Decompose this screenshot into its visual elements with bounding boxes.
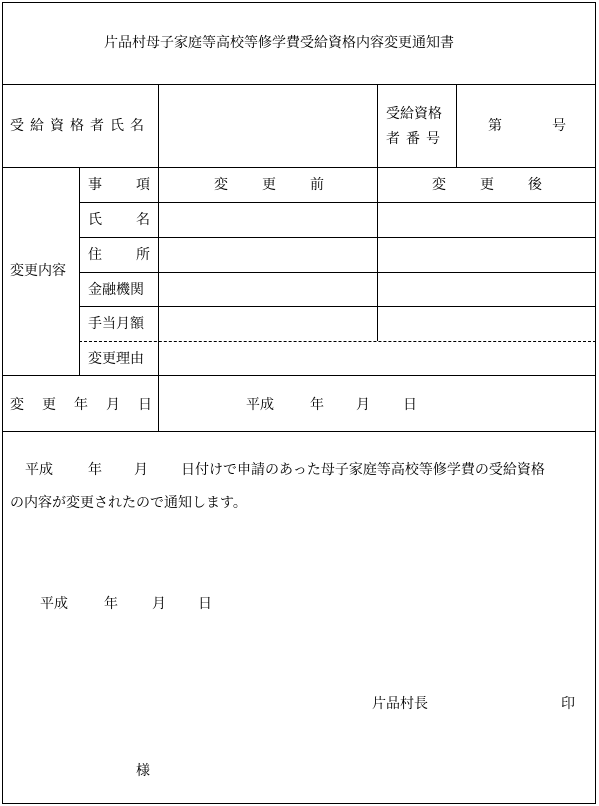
document-title: 片品村母子家庭等高校等修学費受給資格内容変更通知書	[104, 35, 454, 51]
title-divider	[2, 84, 596, 85]
header-col-line-3	[456, 84, 457, 168]
change-date-day: 日	[403, 397, 417, 413]
changes-reason-dashed-line	[79, 341, 596, 342]
changes-row-line-1	[79, 202, 596, 203]
change-date-era: 平成	[246, 397, 274, 413]
col-after-header: 変 更 後	[432, 177, 552, 193]
changes-row-line-3	[79, 272, 596, 273]
change-reason-label: 変更理由	[88, 351, 144, 367]
notice-era: 平成	[25, 462, 53, 478]
notice-line2: の内容が変更されたので通知します。	[10, 495, 247, 511]
notice-date-day: 日	[198, 596, 212, 612]
notice-date-era: 平成	[40, 596, 68, 612]
change-date-month: 月	[356, 397, 370, 413]
date-col-line	[158, 375, 159, 432]
col-item-header: 事 項	[88, 177, 160, 193]
notice-line1-rest: 日付けで申請のあった母子家庭等高校等修学費の受給資格	[181, 462, 545, 478]
frame-bottom	[2, 803, 596, 804]
change-item-bank: 金融機関	[88, 282, 144, 298]
col-before-header: 変 更 前	[214, 177, 334, 193]
frame-right	[595, 2, 596, 804]
change-date-label: 変 更 年 月 日	[10, 397, 154, 413]
changes-section-label: 変更内容	[10, 263, 66, 279]
header-col-line-2	[377, 84, 378, 168]
notice-date-month: 月	[152, 596, 166, 612]
change-item-name: 氏 名	[88, 212, 160, 228]
frame-top	[2, 2, 596, 3]
changes-divider	[2, 375, 596, 376]
change-date-year: 年	[310, 397, 324, 413]
number-suffix: 号	[552, 118, 566, 134]
header-row-divider	[2, 167, 596, 168]
changes-col-line-3	[377, 167, 378, 341]
holder-number-label-line2: 者番号	[386, 131, 446, 147]
date-row-divider	[2, 431, 596, 432]
recipient-suffix: 様	[136, 763, 150, 779]
change-item-address: 住 所	[88, 247, 160, 263]
issuer-title: 片品村長	[372, 696, 428, 712]
frame-left	[2, 2, 3, 804]
changes-row-line-4	[79, 306, 596, 307]
holder-number-label-line1: 受給資格	[386, 106, 442, 122]
seal-mark: 印	[561, 696, 575, 712]
notice-year: 年	[88, 462, 102, 478]
changes-row-line-2	[79, 237, 596, 238]
number-prefix: 第	[488, 118, 502, 134]
change-item-monthly-allowance: 手当月額	[88, 316, 144, 332]
notice-month: 月	[134, 462, 148, 478]
notice-date-year: 年	[104, 596, 118, 612]
header-col-line-1	[158, 84, 159, 168]
holder-name-label: 受給資格者氏名	[10, 118, 150, 134]
